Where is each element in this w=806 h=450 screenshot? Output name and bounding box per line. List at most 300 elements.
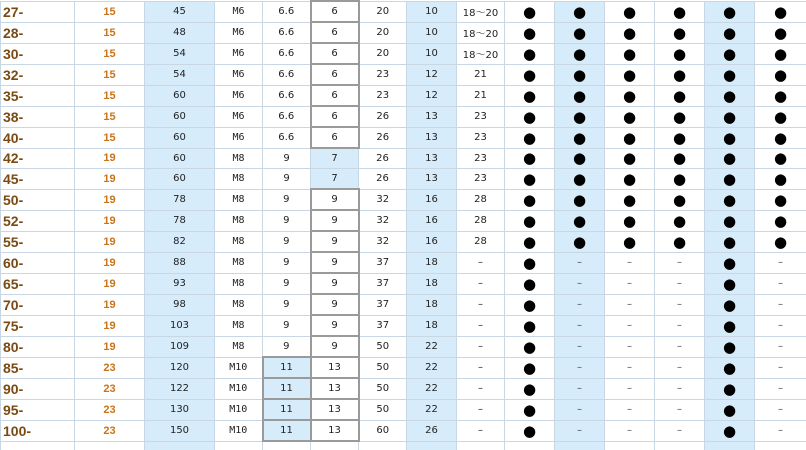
- cell-f: 22: [407, 378, 457, 399]
- cell-b: 60: [145, 127, 215, 148]
- cell-e: 37: [359, 315, 407, 336]
- cell-opt1: ●: [505, 231, 555, 252]
- cell-e: 20: [359, 1, 407, 22]
- cell-c: 9: [263, 169, 311, 190]
- cell-d: 6: [311, 106, 359, 127]
- cell-size: 35-: [1, 85, 75, 106]
- cell-size: 90-: [1, 378, 75, 399]
- cell-g: –: [457, 315, 505, 336]
- cell-a: 19: [75, 294, 145, 315]
- cell-opt2: –: [555, 420, 605, 441]
- cell-c: 9: [263, 210, 311, 231]
- cell-opt2: ●: [555, 127, 605, 148]
- cell-d: 6: [311, 85, 359, 106]
- cell-size: 75-: [1, 315, 75, 336]
- cell-screw: M6: [215, 127, 263, 148]
- table-row: [1, 85, 806, 106]
- cell-size: 100-: [1, 420, 75, 441]
- cell-e: 26: [359, 148, 407, 169]
- cell-c: 6.6: [263, 43, 311, 64]
- cell-d: 6: [311, 22, 359, 43]
- cell-opt3: –: [605, 336, 655, 357]
- cell-b: 45: [145, 1, 215, 22]
- cell-d: 13: [311, 357, 359, 378]
- cell-f: 12: [407, 85, 457, 106]
- cell-e: [359, 441, 407, 450]
- cell-opt5: ●: [705, 210, 755, 231]
- cell-e: 50: [359, 357, 407, 378]
- cell-e: 37: [359, 252, 407, 273]
- cell-g: 23: [457, 106, 505, 127]
- cell-opt4: [655, 441, 705, 450]
- cell-opt6: –: [755, 294, 806, 315]
- cell-f: [407, 441, 457, 450]
- cell-f: 18: [407, 273, 457, 294]
- cell-opt6: [755, 441, 806, 450]
- cell-opt3: ●: [605, 148, 655, 169]
- cell-f: 22: [407, 399, 457, 420]
- cell-opt6: ●: [755, 106, 806, 127]
- cell-opt3: ●: [605, 210, 655, 231]
- cell-opt4: –: [655, 420, 705, 441]
- cell-opt3: –: [605, 294, 655, 315]
- cell-opt2: –: [555, 357, 605, 378]
- cell-g: –: [457, 357, 505, 378]
- cell-e: 37: [359, 294, 407, 315]
- cell-e: 50: [359, 336, 407, 357]
- cell-opt2: ●: [555, 22, 605, 43]
- table-row: [1, 210, 806, 231]
- cell-g: 18～20: [457, 22, 505, 43]
- cell-b: 60: [145, 85, 215, 106]
- cell-e: 50: [359, 378, 407, 399]
- cell-g: –: [457, 252, 505, 273]
- cell-size: 80-: [1, 336, 75, 357]
- cell-opt6: –: [755, 252, 806, 273]
- cell-opt4: –: [655, 378, 705, 399]
- cell-a: 19: [75, 231, 145, 252]
- cell-screw: M6: [215, 1, 263, 22]
- cell-c: 9: [263, 315, 311, 336]
- cell-f: 13: [407, 106, 457, 127]
- cell-opt6: –: [755, 357, 806, 378]
- cell-size: 42-: [1, 148, 75, 169]
- cell-c: 9: [263, 189, 311, 210]
- cell-f: 18: [407, 252, 457, 273]
- cell-g: –: [457, 399, 505, 420]
- cell-d: 7: [311, 169, 359, 190]
- table-row: [1, 22, 806, 43]
- cell-e: 37: [359, 273, 407, 294]
- cell-screw: M6: [215, 22, 263, 43]
- cell-c: 11: [263, 399, 311, 420]
- cell-f: 13: [407, 169, 457, 190]
- cell-e: 60: [359, 420, 407, 441]
- cell-opt1: ●: [505, 420, 555, 441]
- cell-f: 18: [407, 294, 457, 315]
- cell-opt5: ●: [705, 357, 755, 378]
- cell-opt5: ●: [705, 64, 755, 85]
- cell-b: 130: [145, 399, 215, 420]
- table-row: [1, 336, 806, 357]
- cell-opt3: –: [605, 399, 655, 420]
- cell-b: 78: [145, 189, 215, 210]
- cell-opt2: –: [555, 399, 605, 420]
- table-row: [1, 252, 806, 273]
- cell-opt4: ●: [655, 189, 705, 210]
- cell-size: 40-: [1, 127, 75, 148]
- cell-c: 9: [263, 148, 311, 169]
- cell-opt4: ●: [655, 43, 705, 64]
- cell-opt6: –: [755, 315, 806, 336]
- cell-a: 19: [75, 336, 145, 357]
- cell-c: 9: [263, 231, 311, 252]
- cell-screw: M6: [215, 43, 263, 64]
- cell-b: 78: [145, 210, 215, 231]
- cell-opt1: ●: [505, 43, 555, 64]
- cell-b: 103: [145, 315, 215, 336]
- cell-screw: M10: [215, 420, 263, 441]
- cell-opt3: ●: [605, 1, 655, 22]
- cell-opt2: –: [555, 273, 605, 294]
- cell-screw: M8: [215, 336, 263, 357]
- cell-opt3: ●: [605, 127, 655, 148]
- cell-a: 23: [75, 357, 145, 378]
- cell-g: –: [457, 273, 505, 294]
- table-row-partial: [1, 441, 806, 450]
- cell-a: 15: [75, 85, 145, 106]
- cell-c: 6.6: [263, 64, 311, 85]
- cell-a: 19: [75, 210, 145, 231]
- cell-d: 9: [311, 231, 359, 252]
- table-row: [1, 378, 806, 399]
- cell-a: 19: [75, 273, 145, 294]
- cell-d: 9: [311, 252, 359, 273]
- cell-screw: M8: [215, 315, 263, 336]
- cell-opt3: ●: [605, 106, 655, 127]
- cell-a: 19: [75, 169, 145, 190]
- cell-opt4: –: [655, 357, 705, 378]
- cell-opt6: –: [755, 273, 806, 294]
- cell-f: 16: [407, 231, 457, 252]
- cell-e: 23: [359, 85, 407, 106]
- cell-b: 54: [145, 64, 215, 85]
- cell-c: 9: [263, 252, 311, 273]
- table-row: [1, 1, 806, 22]
- cell-opt5: ●: [705, 378, 755, 399]
- table-row: [1, 106, 806, 127]
- table-row: [1, 399, 806, 420]
- cell-opt5: ●: [705, 22, 755, 43]
- cell-opt4: ●: [655, 22, 705, 43]
- cell-a: [75, 441, 145, 450]
- cell-b: 120: [145, 357, 215, 378]
- cell-size: 65-: [1, 273, 75, 294]
- cell-d: 13: [311, 399, 359, 420]
- cell-screw: M10: [215, 378, 263, 399]
- cell-a: 19: [75, 315, 145, 336]
- cell-d: 7: [311, 148, 359, 169]
- cell-c: 6.6: [263, 22, 311, 43]
- cell-opt3: –: [605, 357, 655, 378]
- cell-opt1: ●: [505, 336, 555, 357]
- cell-a: 15: [75, 64, 145, 85]
- cell-e: 32: [359, 210, 407, 231]
- cell-a: 23: [75, 420, 145, 441]
- cell-b: 82: [145, 231, 215, 252]
- cell-d: 6: [311, 64, 359, 85]
- cell-g: 28: [457, 231, 505, 252]
- cell-opt5: ●: [705, 1, 755, 22]
- cell-opt4: –: [655, 294, 705, 315]
- cell-opt4: –: [655, 399, 705, 420]
- cell-a: 15: [75, 43, 145, 64]
- cell-opt6: ●: [755, 169, 806, 190]
- cell-size: 60-: [1, 252, 75, 273]
- cell-a: 23: [75, 378, 145, 399]
- cell-opt2: [555, 441, 605, 450]
- cell-d: 13: [311, 378, 359, 399]
- cell-opt5: ●: [705, 189, 755, 210]
- table-row: [1, 420, 806, 441]
- cell-size: 45-: [1, 169, 75, 190]
- cell-e: 26: [359, 127, 407, 148]
- cell-c: 6.6: [263, 106, 311, 127]
- cell-opt6: –: [755, 399, 806, 420]
- cell-a: 15: [75, 127, 145, 148]
- cell-g: 23: [457, 148, 505, 169]
- cell-d: 9: [311, 273, 359, 294]
- cell-opt3: –: [605, 252, 655, 273]
- cell-opt5: ●: [705, 315, 755, 336]
- cell-d: 6: [311, 43, 359, 64]
- cell-size: [1, 441, 75, 450]
- table-row: [1, 43, 806, 64]
- cell-opt3: ●: [605, 43, 655, 64]
- table-row: [1, 127, 806, 148]
- cell-opt4: ●: [655, 1, 705, 22]
- cell-opt2: ●: [555, 106, 605, 127]
- cell-screw: M10: [215, 357, 263, 378]
- cell-opt4: ●: [655, 127, 705, 148]
- cell-screw: M10: [215, 399, 263, 420]
- cell-b: 88: [145, 252, 215, 273]
- cell-size: 27-: [1, 1, 75, 22]
- cell-opt1: ●: [505, 106, 555, 127]
- cell-c: [263, 441, 311, 450]
- cell-opt1: ●: [505, 22, 555, 43]
- cell-g: –: [457, 420, 505, 441]
- cell-size: 50-: [1, 189, 75, 210]
- cell-f: 13: [407, 148, 457, 169]
- cell-opt5: ●: [705, 231, 755, 252]
- cell-d: 9: [311, 210, 359, 231]
- cell-f: 16: [407, 210, 457, 231]
- cell-opt4: ●: [655, 210, 705, 231]
- cell-opt5: ●: [705, 169, 755, 190]
- cell-b: 109: [145, 336, 215, 357]
- cell-d: [311, 441, 359, 450]
- cell-g: 23: [457, 169, 505, 190]
- cell-g: –: [457, 378, 505, 399]
- cell-screw: M8: [215, 148, 263, 169]
- table-row: [1, 273, 806, 294]
- cell-opt2: –: [555, 252, 605, 273]
- cell-opt5: ●: [705, 273, 755, 294]
- cell-opt1: ●: [505, 378, 555, 399]
- cell-size: 28-: [1, 22, 75, 43]
- cell-b: 122: [145, 378, 215, 399]
- cell-c: 11: [263, 357, 311, 378]
- cell-opt4: –: [655, 273, 705, 294]
- cell-opt2: ●: [555, 43, 605, 64]
- cell-d: 9: [311, 294, 359, 315]
- cell-opt1: ●: [505, 273, 555, 294]
- cell-d: 9: [311, 189, 359, 210]
- cell-f: 16: [407, 189, 457, 210]
- cell-b: 60: [145, 169, 215, 190]
- cell-opt2: –: [555, 378, 605, 399]
- cell-opt5: ●: [705, 127, 755, 148]
- cell-b: 60: [145, 106, 215, 127]
- cell-f: 22: [407, 357, 457, 378]
- table-row: [1, 189, 806, 210]
- cell-a: 15: [75, 106, 145, 127]
- cell-f: 12: [407, 64, 457, 85]
- cell-opt5: [705, 441, 755, 450]
- cell-f: 18: [407, 315, 457, 336]
- cell-screw: [215, 441, 263, 450]
- cell-opt2: ●: [555, 1, 605, 22]
- cell-screw: M8: [215, 252, 263, 273]
- cell-e: 20: [359, 22, 407, 43]
- cell-d: 6: [311, 1, 359, 22]
- cell-d: 6: [311, 127, 359, 148]
- cell-opt3: [605, 441, 655, 450]
- table-row: [1, 294, 806, 315]
- cell-opt5: ●: [705, 148, 755, 169]
- cell-a: 19: [75, 252, 145, 273]
- cell-opt3: –: [605, 420, 655, 441]
- cell-c: 11: [263, 378, 311, 399]
- cell-screw: M8: [215, 210, 263, 231]
- cell-opt1: ●: [505, 169, 555, 190]
- cell-b: 54: [145, 43, 215, 64]
- cell-opt1: ●: [505, 294, 555, 315]
- cell-opt1: ●: [505, 85, 555, 106]
- cell-e: 23: [359, 64, 407, 85]
- cell-screw: M8: [215, 189, 263, 210]
- table-row: [1, 231, 806, 252]
- table-row: [1, 315, 806, 336]
- cell-opt6: ●: [755, 231, 806, 252]
- cell-opt2: ●: [555, 169, 605, 190]
- cell-e: 32: [359, 189, 407, 210]
- cell-opt4: –: [655, 252, 705, 273]
- cell-c: 6.6: [263, 127, 311, 148]
- cell-opt1: ●: [505, 148, 555, 169]
- cell-b: 48: [145, 22, 215, 43]
- cell-opt4: ●: [655, 148, 705, 169]
- cell-size: 95-: [1, 399, 75, 420]
- cell-g: 28: [457, 210, 505, 231]
- cell-size: 38-: [1, 106, 75, 127]
- table-row: [1, 148, 806, 169]
- cell-opt6: ●: [755, 210, 806, 231]
- cell-size: 70-: [1, 294, 75, 315]
- cell-opt1: ●: [505, 252, 555, 273]
- cell-opt1: ●: [505, 64, 555, 85]
- cell-opt3: ●: [605, 22, 655, 43]
- cell-g: –: [457, 336, 505, 357]
- cell-size: 85-: [1, 357, 75, 378]
- cell-opt2: ●: [555, 189, 605, 210]
- cell-opt2: ●: [555, 85, 605, 106]
- cell-f: 22: [407, 336, 457, 357]
- cell-c: 9: [263, 294, 311, 315]
- cell-size: 55-: [1, 231, 75, 252]
- cell-b: 150: [145, 420, 215, 441]
- cell-a: 19: [75, 189, 145, 210]
- cell-c: 9: [263, 273, 311, 294]
- cell-opt4: ●: [655, 85, 705, 106]
- cell-c: 9: [263, 336, 311, 357]
- table-row: [1, 169, 806, 190]
- cell-opt5: ●: [705, 399, 755, 420]
- cell-d: 9: [311, 336, 359, 357]
- cell-f: 13: [407, 127, 457, 148]
- cell-size: 32-: [1, 64, 75, 85]
- cell-f: 10: [407, 22, 457, 43]
- cell-opt1: ●: [505, 189, 555, 210]
- cell-g: [457, 441, 505, 450]
- table-row: [1, 357, 806, 378]
- cell-b: [145, 441, 215, 450]
- cell-g: 23: [457, 127, 505, 148]
- cell-opt6: –: [755, 378, 806, 399]
- cell-opt5: ●: [705, 43, 755, 64]
- cell-e: 50: [359, 399, 407, 420]
- cell-opt5: ●: [705, 252, 755, 273]
- cell-e: 32: [359, 231, 407, 252]
- cell-opt6: ●: [755, 22, 806, 43]
- cell-opt4: ●: [655, 106, 705, 127]
- cell-screw: M6: [215, 106, 263, 127]
- cell-screw: M6: [215, 64, 263, 85]
- cell-opt5: ●: [705, 106, 755, 127]
- cell-opt2: –: [555, 315, 605, 336]
- cell-g: –: [457, 294, 505, 315]
- cell-f: 10: [407, 1, 457, 22]
- cell-screw: M8: [215, 169, 263, 190]
- cell-opt3: ●: [605, 189, 655, 210]
- cell-opt2: ●: [555, 210, 605, 231]
- cell-opt5: ●: [705, 420, 755, 441]
- cell-opt4: ●: [655, 231, 705, 252]
- cell-e: 20: [359, 43, 407, 64]
- cell-b: 60: [145, 148, 215, 169]
- cell-opt6: ●: [755, 1, 806, 22]
- cell-opt2: –: [555, 294, 605, 315]
- cell-opt3: ●: [605, 231, 655, 252]
- cell-size: 30-: [1, 43, 75, 64]
- cell-screw: M8: [215, 273, 263, 294]
- cell-a: 19: [75, 148, 145, 169]
- cell-opt1: ●: [505, 210, 555, 231]
- cell-opt6: ●: [755, 148, 806, 169]
- cell-g: 21: [457, 64, 505, 85]
- cell-g: 18～20: [457, 1, 505, 22]
